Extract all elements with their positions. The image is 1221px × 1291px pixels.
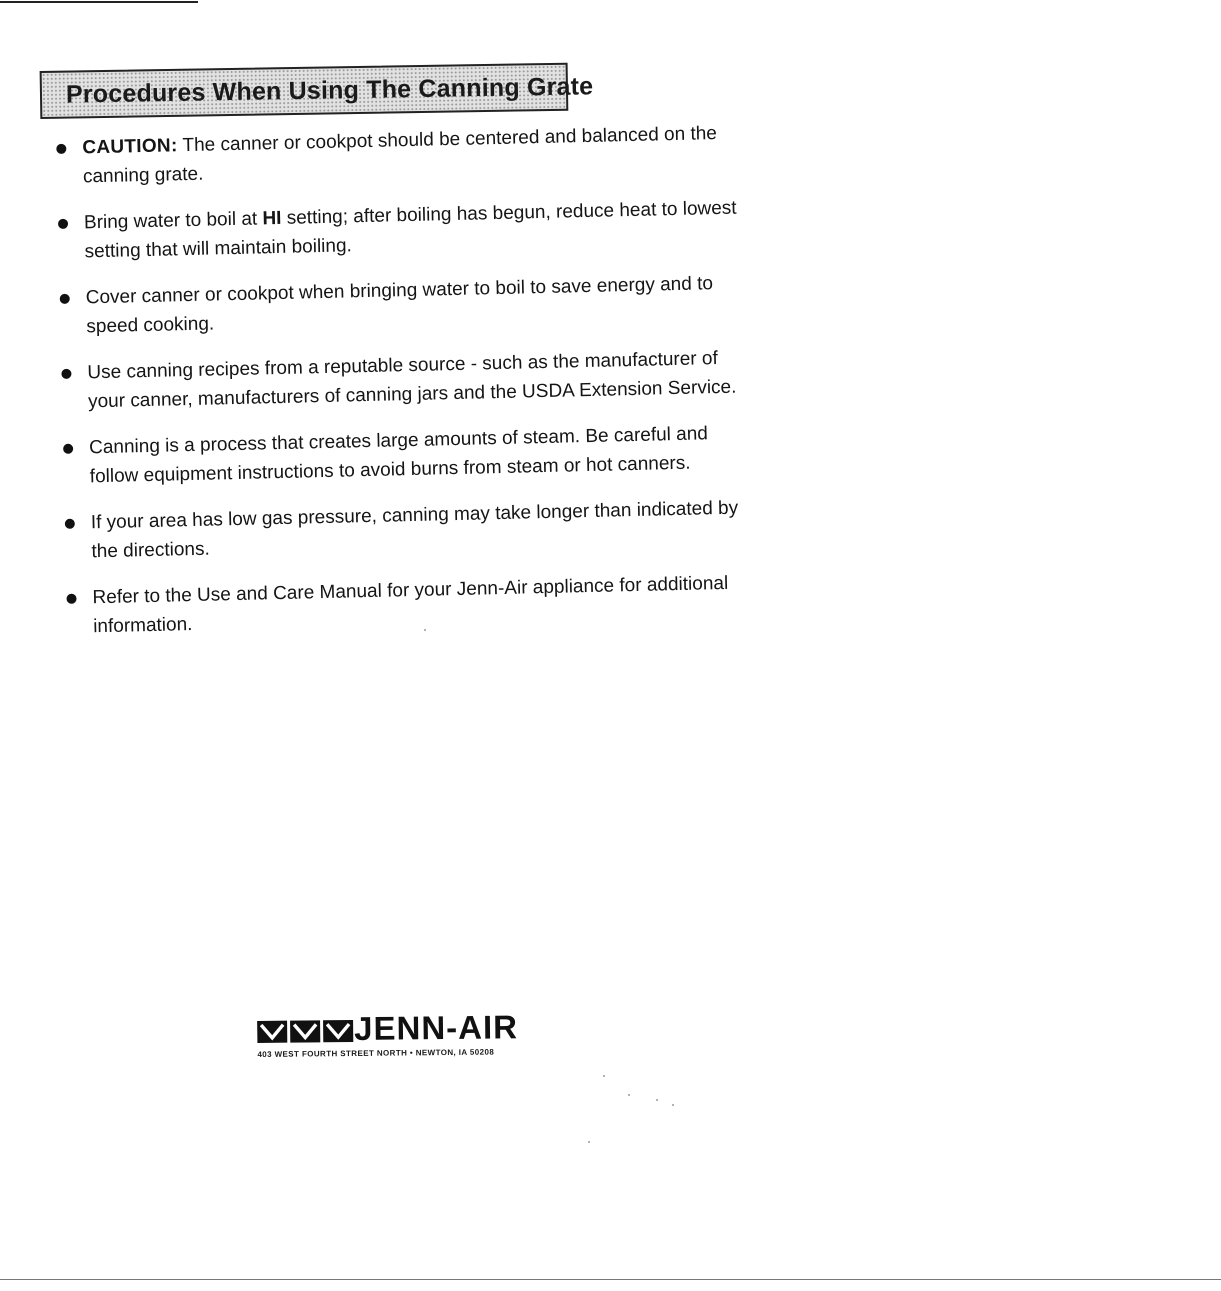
- logo-chevrons-icon: [257, 1014, 356, 1045]
- bullet-text: Cover canner or cookpot when bringing water to boil to save energy and to speed cooking.: [85, 273, 714, 338]
- bullet-text: [84, 193, 749, 266]
- bullet-dot-icon: [61, 369, 71, 379]
- boil-text-before: Bring water to boil at: [83, 208, 263, 234]
- bullet-text: [82, 118, 747, 191]
- bullet-text: Canning is a process that creates large amounts of steam. Be careful and follow equipment instructions to avoid burns from steam or hot canners.: [88, 423, 709, 488]
- scan-speck: [672, 1104, 674, 1106]
- logo-wordmark: JENN-AIR: [353, 1008, 519, 1047]
- bullet-dot-icon: [65, 519, 75, 529]
- bullet-boil: [58, 193, 749, 267]
- scan-speck: [424, 629, 426, 631]
- bullet-dot-icon: [56, 144, 66, 154]
- bullet-list: [56, 118, 757, 642]
- scan-speck: [603, 1075, 605, 1077]
- bullet-text: Use canning recipes from a reputable source - such as the manufacturer of your canner, manufacturers of canning jars and the USDA Extension Service.: [87, 348, 737, 413]
- bullet-dot-icon: [66, 594, 76, 604]
- scan-speck: [656, 1099, 658, 1101]
- caution-label: CAUTION:: [82, 135, 178, 159]
- scan-speck: [588, 1141, 590, 1143]
- jenn-air-logo: [257, 1008, 557, 1059]
- bullet-text: Refer to the Use and Care Manual for your Jenn-Air appliance for additional information.: [92, 572, 729, 638]
- section-heading-box: [40, 63, 594, 119]
- logo-row: [257, 1008, 557, 1047]
- top-rule: [0, 1, 198, 3]
- bullet-recipes: [61, 343, 752, 417]
- bullet-cover: [59, 268, 750, 342]
- bullet-dot-icon: [60, 294, 70, 304]
- bullet-gas-pressure: [65, 493, 756, 567]
- boil-text-after: setting; after boiling has begun, reduce heat to lowest setting that will maintain boiling.: [84, 197, 737, 263]
- bullet-caution: [56, 118, 747, 192]
- bullet-text: If your area has low gas pressure, canning may take longer than indicated by the directions.: [90, 497, 739, 563]
- section-heading: Procedures When Using The Canning Grate: [65, 72, 594, 109]
- bullet-manual: [66, 568, 757, 642]
- hi-setting-label: HI: [262, 207, 282, 230]
- bullet-dot-icon: [58, 219, 68, 229]
- company-address: 403 WEST FOURTH STREET NORTH • NEWTON, IA 50208: [257, 1047, 495, 1059]
- bullet-steam: [63, 418, 754, 492]
- bullet-dot-icon: [63, 444, 73, 454]
- bottom-rule: [0, 1279, 1221, 1280]
- scan-speck: [628, 1094, 630, 1096]
- caution-text: The canner or cookpot should be centered and balanced on the canning grate.: [82, 123, 718, 188]
